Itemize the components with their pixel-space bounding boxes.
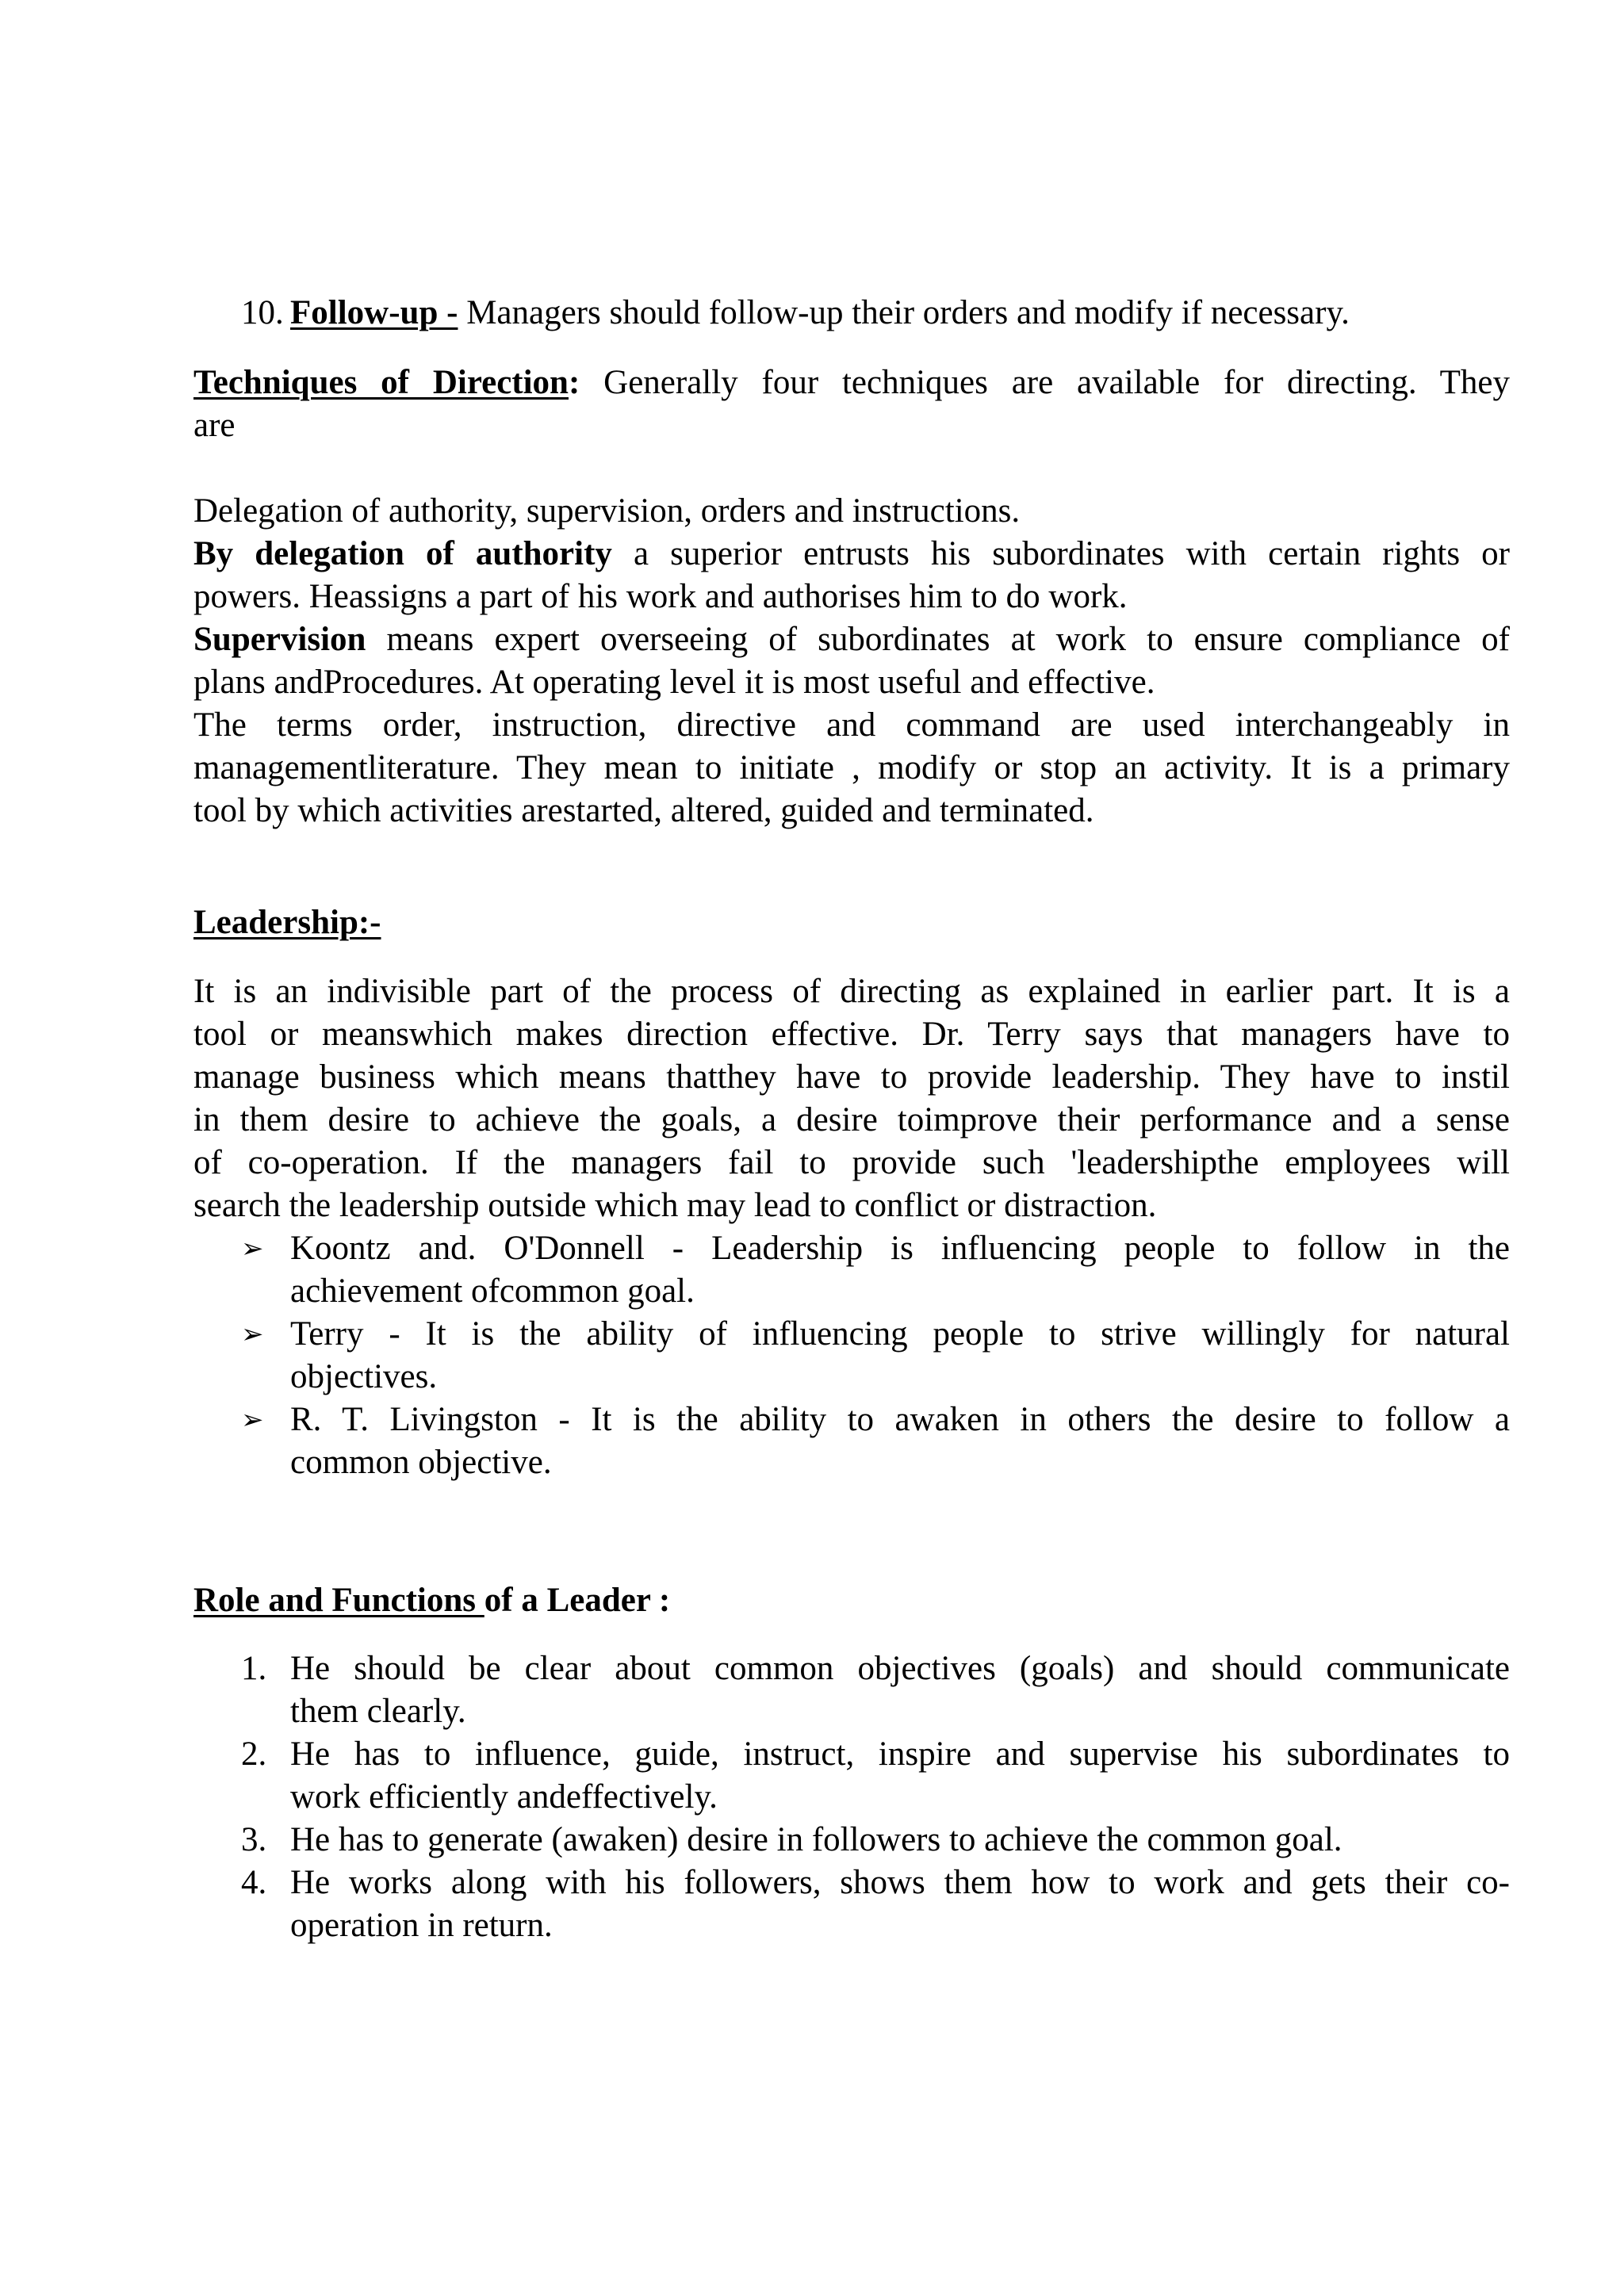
orders-line1: The terms order, instruction, directive and command are used interchangeably in: [193, 706, 1510, 744]
role-heading: Role and Functions of a Leader :: [193, 1582, 671, 1619]
leadership-line: in them desire to achieve the goals, a desire toimprove their performance and a sense: [193, 1101, 1510, 1138]
definition-item-terry: ➢ Terry - It is the ability of influencing people to strive willingly for natural objectives.: [193, 1313, 1510, 1399]
techniques-intro: [193, 362, 1510, 447]
orders-line3: tool by which activities arestarted, altered, guided and terminated.: [193, 792, 1094, 829]
role-item-number: 3.: [241, 1821, 267, 1858]
orders-line2: managementliterature. They mean to initiate , modify or stop an activity. It is a primary: [193, 749, 1510, 786]
delegation-term: By delegation of authority: [193, 535, 612, 572]
arrow-bullet-icon: ➢: [241, 1233, 264, 1265]
arrow-bullet-icon: ➢: [241, 1318, 264, 1350]
role-item-number: 2.: [241, 1735, 267, 1773]
techniques-intro-line1: Techniques of Direction: Generally four techniques are available for directing. They: [193, 364, 1510, 401]
role-item-2: 2. He has to influence, guide, instruct, inspire and supervise his subordinates to work efficiently andeffectively.: [193, 1733, 1510, 1819]
leadership-line: manage business which means thatthey have to provide leadership. They have to instil: [193, 1058, 1510, 1096]
supervision-line2: plans andProcedures. At operating level it is most useful and effective.: [193, 664, 1155, 701]
supervision-term: Supervision: [193, 621, 366, 658]
supervision-line1: Supervision means expert overseeing of subordinates at work to ensure compliance of: [193, 621, 1510, 658]
definition-item-livingston: ➢ R. T. Livingston - It is the ability to awaken in others the desire to follow a common objective.: [193, 1399, 1510, 1484]
follow-up-number: 10.: [241, 294, 284, 331]
techniques-body: [193, 490, 1510, 832]
delegation-line2: powers. Heassigns a part of his work and authorises him to do work.: [193, 578, 1128, 615]
follow-up-description: Managers should follow-up their orders and modify if necessary.: [458, 294, 1350, 331]
follow-up-text: [290, 292, 1350, 335]
role-item-number: 4.: [241, 1864, 267, 1901]
follow-up-term: Follow-up -: [290, 294, 458, 331]
role-item-1: 1. He should be clear about common objectives (goals) and should communicate them clearly.: [193, 1647, 1510, 1733]
techniques-intro-line2: are: [193, 407, 236, 444]
leadership-line: tool or meanswhich makes direction effective. Dr. Terry says that managers have to: [193, 1016, 1510, 1053]
leadership-heading: Leadership:-: [193, 904, 381, 941]
techniques-list-line: Delegation of authority, supervision, orders and instructions.: [193, 492, 1021, 530]
role-item-number: 1.: [241, 1650, 267, 1687]
leadership-line: of co-operation. If the managers fail to provide such 'leadershipthe employees will: [193, 1144, 1510, 1181]
delegation-line1: By delegation of authority a superior entrusts his subordinates with certain rights or: [193, 535, 1510, 572]
arrow-bullet-icon: ➢: [241, 1404, 264, 1436]
leadership-paragraph: [193, 970, 1510, 1227]
techniques-heading: Techniques of Direction: [193, 364, 569, 401]
leadership-line: It is an indivisible part of the process of directing as explained in earlier part. It is a: [193, 973, 1510, 1010]
leadership-line: search the leadership outside which may lead to conflict or distraction.: [193, 1187, 1157, 1224]
role-item-3: 3. He has to generate (awaken) desire in followers to achieve the common goal.: [193, 1819, 1510, 1862]
role-item-4: 4. He works along with his followers, shows them how to work and gets their co- operation in return.: [193, 1862, 1510, 1947]
definition-item-koontz: ➢ Koontz and. O'Donnell - Leadership is influencing people to follow in the achievement ofcommon goal.: [193, 1227, 1510, 1313]
